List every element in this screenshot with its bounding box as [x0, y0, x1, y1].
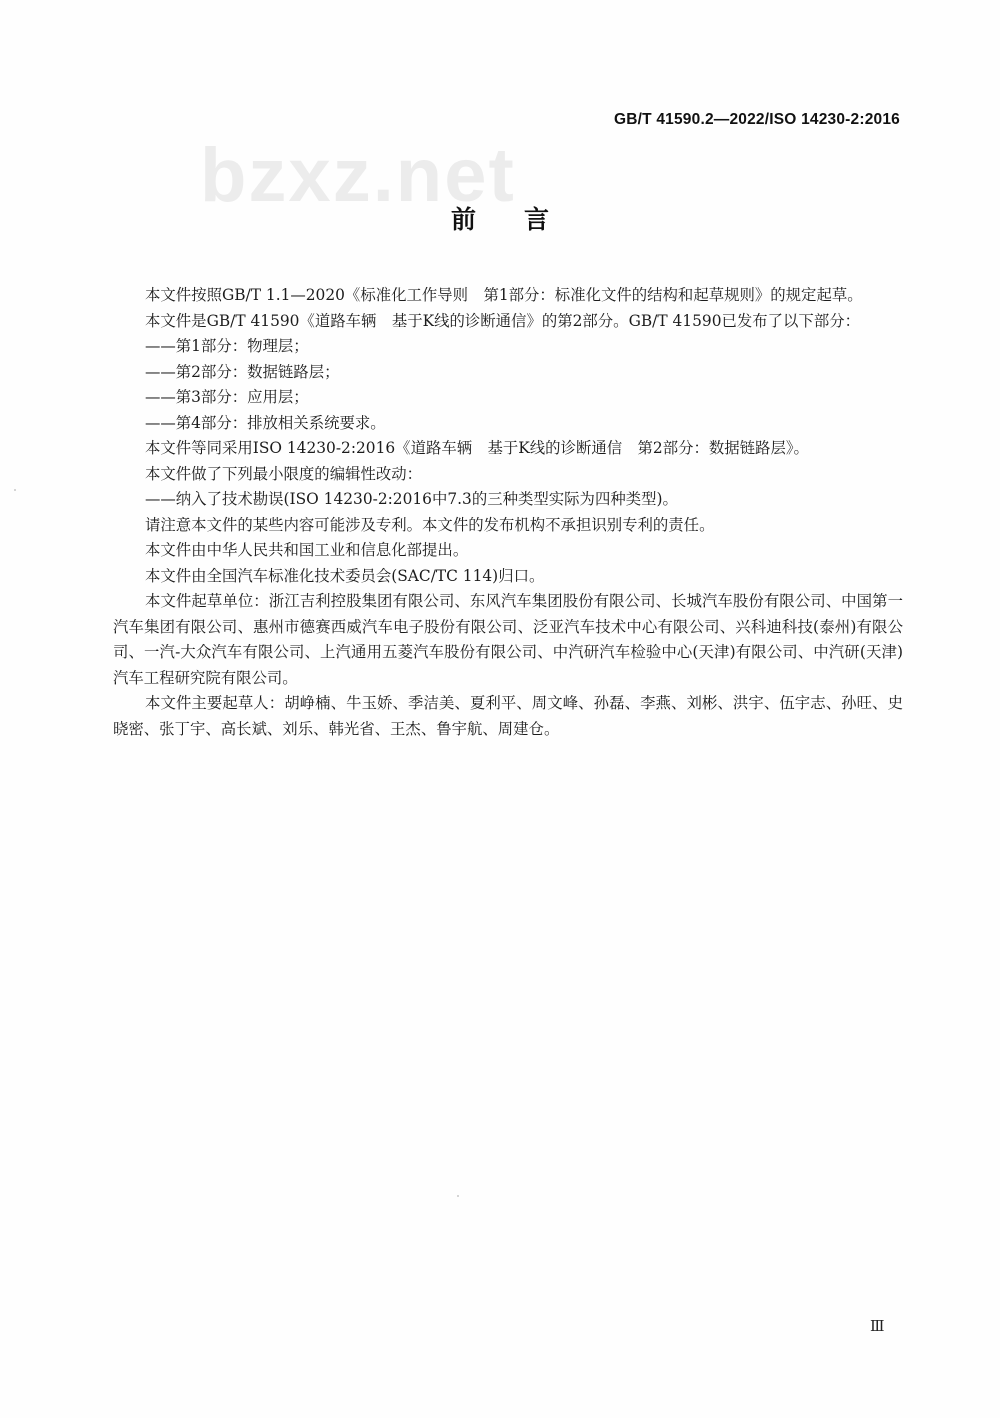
list-item-part-4: ——第4部分：排放相关系统要求。: [145, 413, 386, 432]
paragraph-drafting-rules: 本文件按照GB/T 1.1—2020《标准化工作导则 第1部分：标准化文件的结构和起草规则》的规定起草。: [145, 286, 863, 304]
scan-speck: [457, 1195, 459, 1197]
paragraph-identical-adoption: 本文件等同采用ISO 14230-2:2016《道路车辆 基于K线的诊断通信 第2部分：数据链路层》。: [145, 439, 809, 457]
standard-number-header: GB/T 41590.2—2022/ISO 14230-2:2016: [614, 111, 900, 128]
paragraph-proposed-by: 本文件由中华人民共和国工业和信息化部提出。: [145, 541, 469, 559]
page-title: 前言: [450, 205, 597, 234]
page-number: Ⅲ: [870, 1317, 885, 1335]
paragraph-drafting-units: 本文件起草单位：浙江吉利控股集团有限公司、东风汽车集团股份有限公司、长城汽车股份有限公司、中国第一汽车集团有限公司、惠州市德赛西威汽车电子股份有限公司、泛亚汽车技术中心有限公司、兴科迪科技(泰州)有限公司、一汽-大众汽车有限公司、上汽通用五菱汽车股份有限公司、中汽研汽车检验中心(天津)有限公司、中汽研(天津)汽车工程研究院有限公司。: [113, 592, 903, 687]
list-item-part-2: ——第2部分：数据链路层；: [145, 362, 340, 381]
scan-speck: [14, 489, 16, 491]
foreword-body: [113, 283, 903, 742]
paragraph-patent-notice: 请注意本文件的某些内容可能涉及专利。本文件的发布机构不承担识别专利的责任。: [145, 515, 715, 534]
watermark: bzxz.net: [200, 133, 516, 218]
paragraph-editorial-changes: 本文件做了下列最小限度的编辑性改动：: [145, 464, 423, 483]
list-item-part-3: ——第3部分：应用层；: [145, 388, 309, 406]
list-item-corrigendum: ——纳入了技术勘误(ISO 14230-2:2016中7.3的三种类型实际为四种类型)。: [145, 490, 678, 508]
paragraph-series-intro: 本文件是GB/T 41590《道路车辆 基于K线的诊断通信》的第2部分。GB/T 41590已发布了以下部分：: [145, 311, 860, 330]
list-item-part-1: ——第1部分：物理层；: [145, 337, 309, 355]
paragraph-drafters: 本文件主要起草人：胡峥楠、牛玉娇、季洁美、夏利平、周文峰、孙磊、李燕、刘彬、洪宇、伍宇志、孙旺、史晓密、张丁宇、高长斌、刘乐、韩光省、王杰、鲁宇航、周建仓。: [113, 694, 903, 738]
paragraph-under-jurisdiction: 本文件由全国汽车标准化技术委员会(SAC/TC 114)归口。: [145, 566, 545, 585]
